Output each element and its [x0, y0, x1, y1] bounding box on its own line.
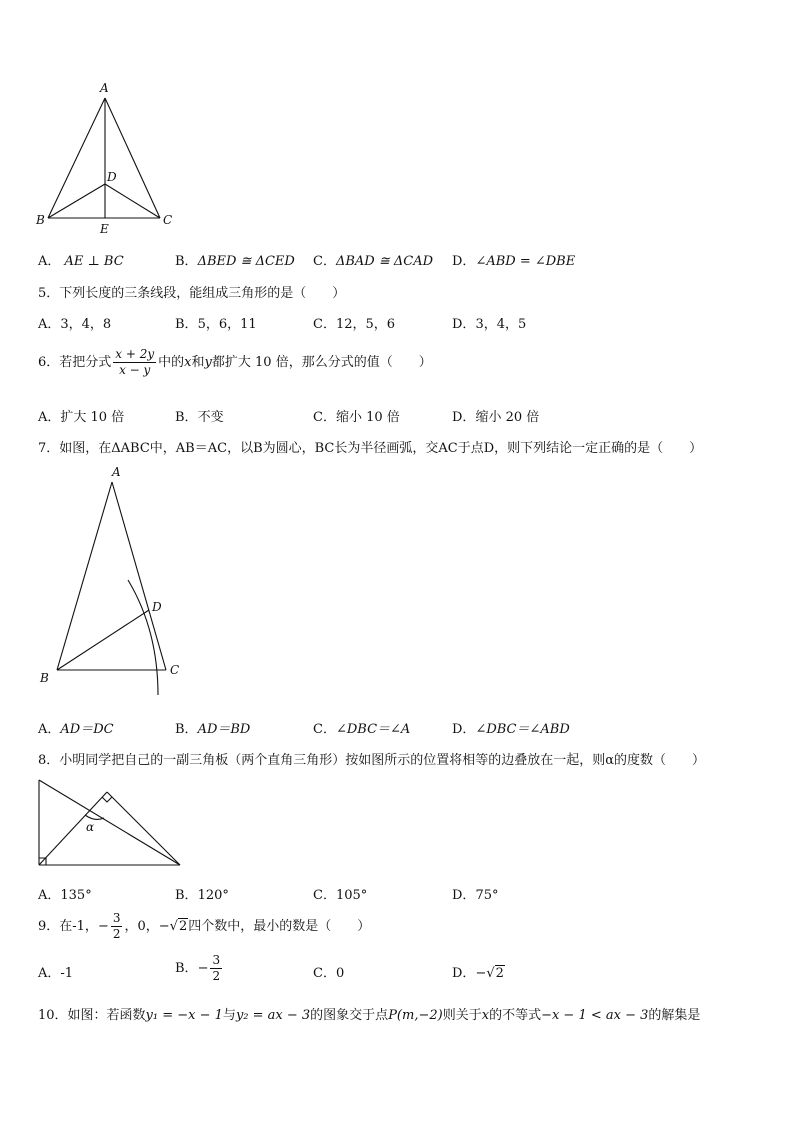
q8-option-a[interactable]: A．135°	[38, 888, 92, 903]
q4-option-c[interactable]: C．ΔBAD ≅ ΔCAD	[313, 254, 434, 269]
q9-option-b[interactable]: B．− $\frac{3}{2}$	[175, 953, 221, 983]
q7-option-c[interactable]: C．∠DBC＝∠A	[313, 722, 411, 737]
label-B: B	[40, 671, 49, 685]
label-D: D	[152, 600, 162, 614]
label-C: C	[170, 663, 180, 677]
label-D: D	[107, 170, 117, 184]
q9-option-b-fraction: $\frac{3}{2}$	[212, 953, 221, 983]
q9-fraction: $\frac{3}{2}$	[112, 911, 121, 941]
q9-option-c[interactable]: C．0	[313, 966, 345, 981]
q9-option-a[interactable]: A．-1	[38, 966, 74, 981]
q5-stem: 5．下列长度的三条线段，能组成三角形的是（ ）	[38, 286, 346, 301]
q6-option-b[interactable]: B．不变	[175, 410, 224, 425]
label-A: A	[100, 81, 109, 95]
label-B: B	[36, 213, 45, 227]
q4-option-d[interactable]: D．∠ABD = ∠DBE	[452, 254, 576, 269]
q7-option-b[interactable]: B．AD＝BD	[175, 722, 251, 737]
q8-option-c[interactable]: C．105°	[313, 888, 368, 903]
q7-option-d[interactable]: D．∠DBC＝∠ABD	[452, 722, 570, 737]
figure-q8-set-squares	[30, 775, 190, 875]
label-E: E	[100, 222, 109, 236]
q4-option-b[interactable]: B．ΔBED ≅ ΔCED	[175, 254, 295, 269]
q6-stem: 6．若把分式 $\frac{x + 2y}{x - y}$ 中的x和y都扩大 10 倍，那么分式的值（ ）	[38, 347, 432, 377]
q5-option-c[interactable]: C．12，5，6	[313, 317, 396, 332]
q5-option-b[interactable]: B．5，6，11	[175, 317, 257, 332]
q8-option-d[interactable]: D．75°	[452, 888, 499, 903]
q8-stem: 8．小明同学把自己的一副三角板（两个直角三角形）按如图所示的位置将相等的边叠放在一起，则α的度数（ ）	[38, 753, 706, 768]
q9-stem: 9．在-1，− $\frac{3}{2}$ ，0，−√2四个数中，最小的数是（ ）	[38, 911, 371, 941]
q5-option-d[interactable]: D．3，4，5	[452, 317, 527, 332]
q9-option-d[interactable]: D．−√2	[452, 966, 504, 981]
q5-option-a[interactable]: A．3，4，8	[38, 317, 112, 332]
q4-option-a[interactable]: A． AE ⊥ BC	[38, 254, 124, 269]
q7-option-a[interactable]: A．AD＝DC	[38, 722, 114, 737]
figure-q7-triangle	[30, 460, 200, 710]
q7-stem: 7．如图，在ΔABC中，AB＝AC，以B为圆心，BC长为半径画弧，交AC于点D，则下列结论一定正确的是（ ）	[38, 441, 703, 456]
q10-stem: 10．如图：若函数y₁ = −x − 1与y₂ = ax − 3的图象交于点P(m,−2)则关于x的不等式−x − 1 < ax − 3的解集是	[38, 1008, 701, 1023]
q6-option-d[interactable]: D．缩小 20 倍	[452, 410, 540, 425]
q6-option-a[interactable]: A．扩大 10 倍	[38, 410, 125, 425]
q6-fraction: $\frac{x + 2y}{x - y}$	[115, 347, 155, 377]
q8-option-b[interactable]: B．120°	[175, 888, 229, 903]
figure-q4-triangle	[30, 78, 190, 238]
q6-option-c[interactable]: C．缩小 10 倍	[313, 410, 400, 425]
label-C: C	[163, 213, 173, 227]
alpha-label: α	[86, 820, 95, 834]
label-A: A	[112, 465, 121, 479]
